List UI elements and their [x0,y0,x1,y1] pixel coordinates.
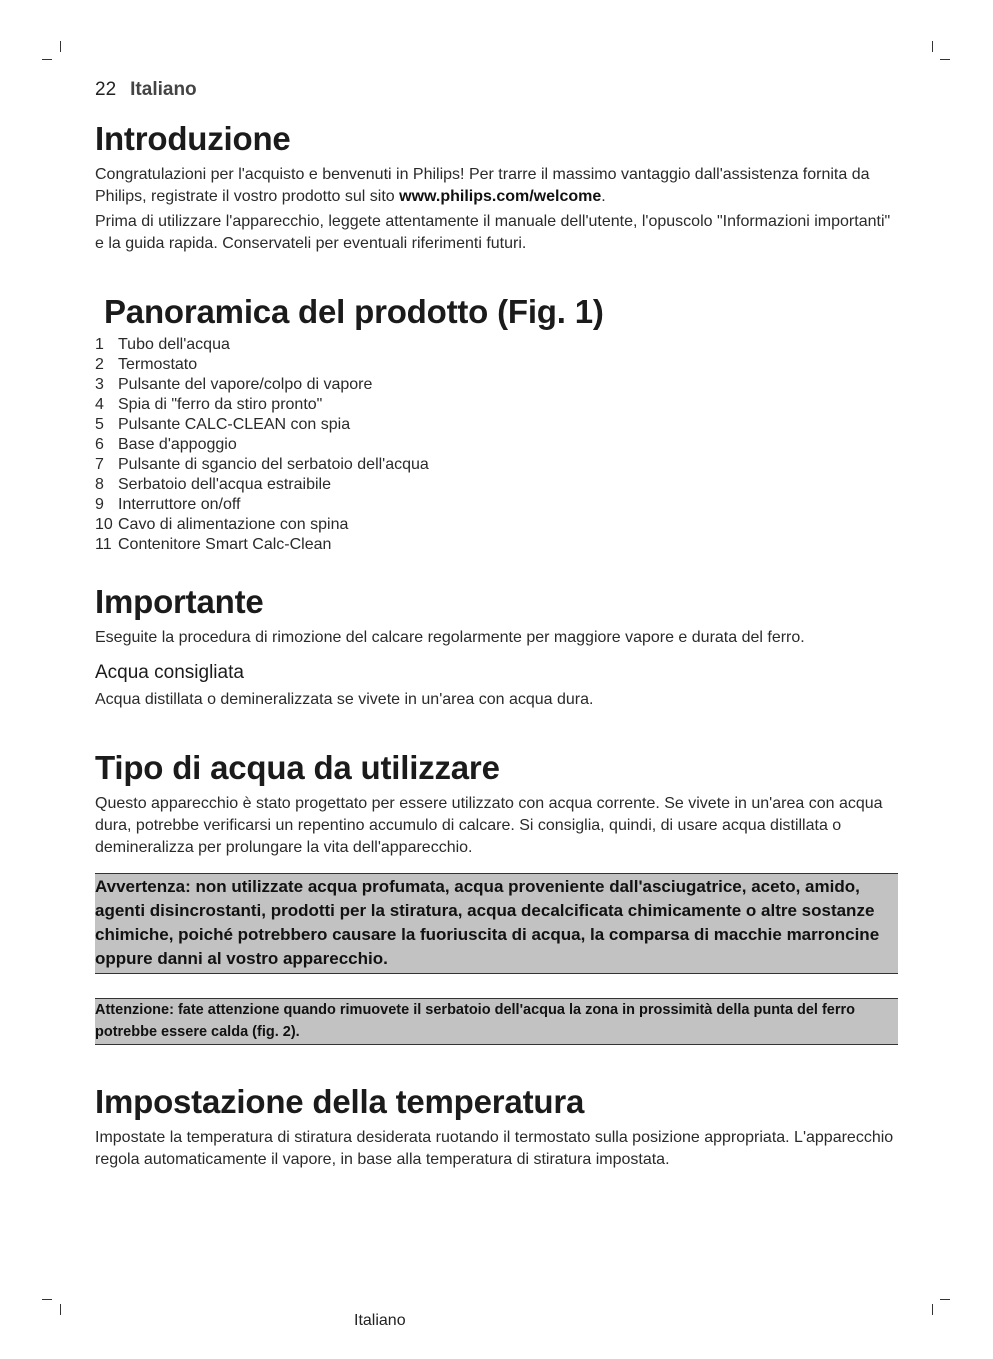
section-title: Introduzione [95,120,291,157]
section-title: Panoramica del prodotto (Fig. 1) [104,293,604,330]
section-introduction [95,118,898,255]
intro-paragraph: Prima di utilizzare l'apparecchio, leggete attentamente il manuale dell'utente, l'opuscolo "Informazioni importanti" e la guida rapida. Conservateli per eventuali riferimenti futuri. [95,213,891,252]
list-item: 9 Interruttore on/off [95,496,241,513]
list-item: 3 Pulsante del vapore/colpo di vapore [95,376,373,393]
crop-mark [42,59,52,60]
section-title: Impostazione della temperatura [95,1083,585,1120]
section-title: Importante [95,583,264,620]
list-item: 4 Spia di "ferro da stiro pronto" [95,396,323,413]
list-item: 10 Cavo di alimentazione con spina [95,516,349,533]
philips-welcome-link[interactable]: www.philips.com/welcome [399,188,602,205]
section-temperature [95,1081,898,1171]
list-item: 6 Base d'appoggio [95,436,237,453]
list-item: 1 Tubo dell'acqua [95,336,230,353]
section-important [95,581,898,711]
section-water-type [95,747,898,1045]
page-header [95,78,197,102]
crop-mark [940,1299,950,1300]
list-item: 8 Serbatoio dell'acqua estraibile [95,476,331,493]
crop-mark [60,41,61,52]
crop-mark [42,1299,52,1300]
header-language: Italiano [130,79,197,100]
parts-list [95,335,898,555]
crop-mark [60,1304,61,1315]
crop-mark [932,1304,933,1315]
crop-mark [940,59,950,60]
important-paragraph: Eseguite la procedura di rimozione del calcare regolarmente per maggiore vapore e durata del ferro. [95,629,805,646]
page-content [95,118,898,1171]
section-title: Tipo di acqua da utilizzare [95,749,500,786]
list-item: 5 Pulsante CALC-CLEAN con spia [95,416,351,433]
list-item: 7 Pulsante di sgancio del serbatoio dell'acqua [95,456,429,473]
page-footer: Italiano [354,1312,406,1329]
list-item: 2 Termostato [95,356,198,373]
water-type-paragraph: Questo apparecchio è stato progettato per essere utilizzato con acqua corrente. Se vivete in un'area con acqua dura, potrebbe verificarsi un repentino accumulo di calcare. Si consiglia, quindi, di usare acqua distillata o demineralizza per prolungare la vita dell'apparecchio. [95,795,883,856]
crop-mark [932,41,933,52]
warning-box: Avvertenza: non utilizzate acqua profumata, acqua proveniente dall'asciugatrice, aceto, amido, agenti disincrostanti, prodotti per la stiratura, acqua decalcificata chimicamente o altre sostanze chimiche, poiché potrebbero causare la fuoriuscita di acqua, la comparsa di macchie marroncine oppure danni al vostro apparecchio. [95,873,898,974]
section-product-overview [95,291,898,555]
caution-box: Attenzione: fate attenzione quando rimuovete il serbatoio dell'acqua la zona in prossimità della punta del ferro potrebbe essere calda (fig. 2). [95,998,898,1045]
list-item: 11 Contenitore Smart Calc-Clean [95,536,332,553]
page-number: 22 [95,79,117,100]
temperature-paragraph: Impostate la temperatura di stiratura desiderata ruotando il termostato sulla posizione appropriata. L'apparecchio regola automaticamente il vapore, in base alla temperatura di stiratura impostata. [95,1129,894,1168]
subsection-title: Acqua consigliata [95,662,244,683]
intro-paragraph: Congratulazioni per l'acquisto e benvenuti in Philips! Per trarre il massimo vantaggio dall'assistenza fornita da Philips, registrate il vostro prodotto sul sito www.philips.com/welcome. [95,166,870,205]
recommended-water-paragraph: Acqua distillata o demineralizzata se vivete in un'area con acqua dura. [95,691,594,708]
